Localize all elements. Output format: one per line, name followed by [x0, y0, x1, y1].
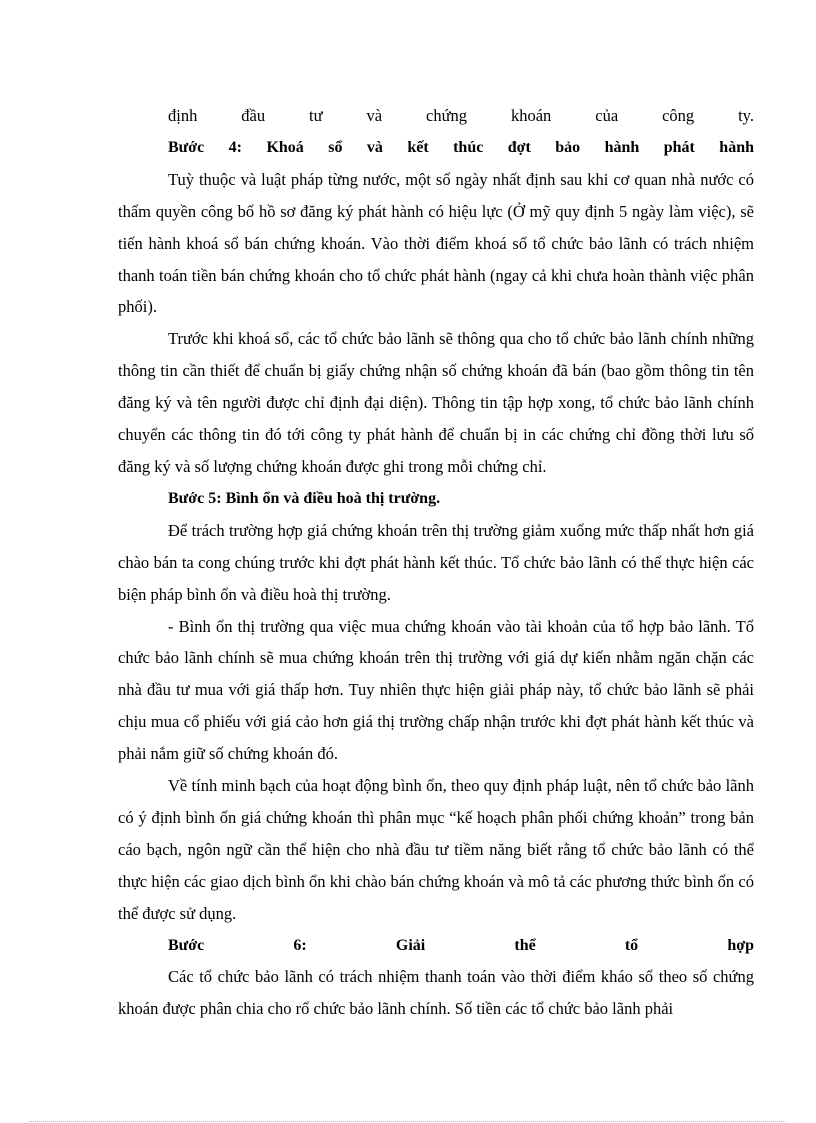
step-6-heading: Bước 6: Giải thể tổ hợp	[168, 936, 754, 954]
document-body	[118, 100, 754, 1025]
step-5-heading: Bước 5: Bình ổn và điều hoà thị trường.	[168, 489, 441, 507]
paragraph: Các tổ chức bảo lãnh có trách nhiệm thanh toán vào thời điểm kháo sổ theo số chứng khoán được phân chia cho rổ chức bảo lãnh chính. Số tiền các tổ chức bảo lãnh phải	[118, 967, 754, 1019]
step-4-heading: Bước 4: Khoá sổ và kết thúc đợt bảo hành phát hành	[168, 138, 754, 156]
text-line: định đầu tư và chứng khoán của công ty.	[168, 106, 754, 125]
paragraph: Để trách trường hợp giá chứng khoán trên thị trường giảm xuống mức thấp nhất hơn giá chào bán ta cong chúng trước khi đợt phát hành kết thúc. Tổ chức bảo lãnh có thể thực hiện các biện pháp bình ổn và điều hoà thị trường.	[118, 520, 754, 604]
paragraph: - Bình ổn thị trường qua việc mua chứng khoán vào tài khoản của tổ hợp bảo lãnh. Tổ chức bảo lãnh chính sẽ mua chứng khoán trên thị trường với giá dự kiến nhằm ngăn chặn các nhà đầu tư mua với giá thấp hơn. Tuy nhiên thực hiện giải pháp này, tổ chức bảo lãnh sẽ phải chịu mua cổ phiếu với giá cảo hơn giá thị trường chấp nhận trước khi đợt phát hành kết thúc và phải nắm giữ số chứng khoán đó.	[118, 616, 754, 764]
paragraph: Trước khi khoá sổ, các tổ chức bảo lãnh sẽ thông qua cho tổ chức bảo lãnh chính những thông tin cần thiết để chuẩn bị giấy chứng nhận số chứng khoán đã bán (bao gồm thông tin tên đăng ký và tên người được chỉ định đại diện). Thông tin tập hợp xong, tổ chức bảo lãnh chính chuyển các thông tin đó tới công ty phát hành để chuẩn bị in các chứng chỉ đồng thời lưu số đăng ký và số lượng chứng khoán được ghi trong mỗi chứng chỉ.	[118, 329, 754, 476]
paragraph: Về tính minh bạch của hoạt động bình ổn, theo quy định pháp luật, nên tổ chức bảo lãnh có ý định bình ổn giá chứng khoán thì phân mục “kế hoạch phân phối chứng khoản” trong bản cáo bạch, ngôn ngữ cần thể hiện cho nhà đầu tư tiềm năng biết rằng tổ chức bảo lãnh có thể thực hiện các giao dịch bình ổn khi chào bán chứng khoán và mô tả các phương thức bình ổn có thể được sử dụng.	[118, 776, 754, 923]
paragraph: Tuỳ thuộc và luật pháp từng nước, một số ngày nhất định sau khi cơ quan nhà nước có thẩm quyền công bố hồ sơ đăng ký phát hành có hiệu lực (Ở mỹ quy định 5 ngày làm việc), sẽ tiến hành khoá sổ bán chứng khoán. Vào thời điểm khoá sổ tổ chức bảo lãnh có trách nhiệm thanh toán tiền bán chứng khoán cho tổ chức phát hành (ngay cả khi chưa hoàn thành việc phân phối).	[118, 169, 754, 317]
page-bottom-divider	[30, 1121, 786, 1122]
